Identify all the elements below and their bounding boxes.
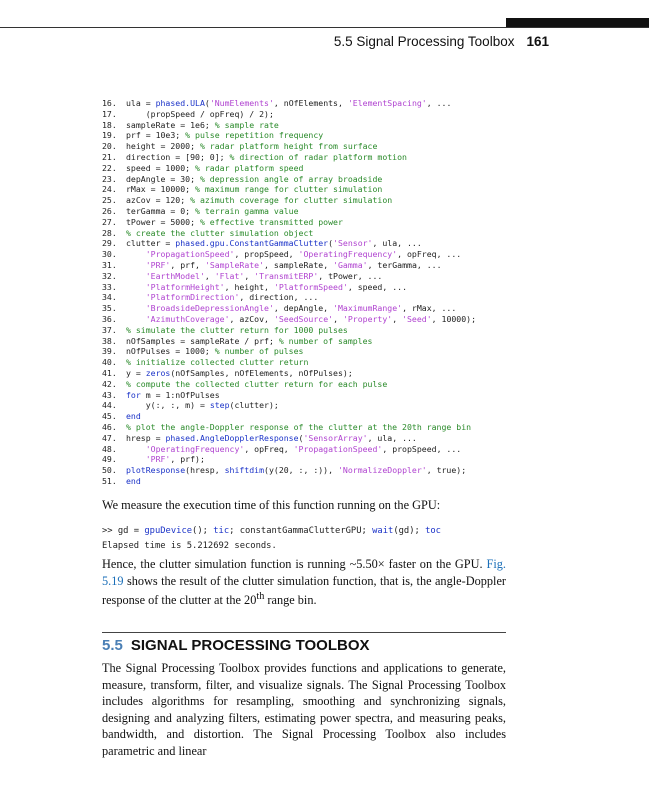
code-token: , rMax, ... [402, 303, 457, 314]
code-token: 'EarthModel' [145, 270, 205, 281]
code-line-number: 16. [102, 98, 117, 108]
code-line [102, 282, 522, 293]
command-text: (); [192, 526, 214, 536]
code-token: % initialize collected clutter return [126, 357, 309, 368]
code-token: 'TransmitERP' [254, 270, 319, 281]
code-line [102, 411, 522, 422]
code-line [102, 357, 522, 368]
code-line-number: 47. [102, 432, 117, 443]
command-output: Elapsed time is 5.212692 seconds. [102, 541, 277, 551]
code-token: , propSpeed, [234, 249, 299, 260]
code-line-number: 18. [102, 119, 117, 130]
code-token [126, 249, 146, 259]
code-token: 'OperatingFrequency' [298, 249, 398, 260]
code-token: % simulate the clutter return for 1000 pulses [126, 324, 348, 335]
code-token: terGamma = 0; [126, 205, 196, 216]
code-token: 'PlatformHeight' [145, 281, 225, 292]
code-line-number: 34. [102, 292, 117, 303]
code-line [102, 249, 522, 260]
code-line-number: 42. [102, 378, 117, 389]
code-token: prf = 10e3; [126, 130, 186, 141]
code-line-number: 29. [102, 238, 117, 249]
superscript: th [256, 591, 265, 602]
code-token: (y(20, :, :)), [264, 465, 338, 476]
code-token: , sampleRate, [264, 259, 334, 270]
code-token: nOfSamples = sampleRate / prf; [126, 335, 279, 346]
code-token: y = [126, 367, 146, 378]
code-line-number: 40. [102, 357, 117, 368]
code-line [102, 228, 522, 239]
code-token: % radar platform height from surface [199, 141, 378, 152]
code-line [102, 314, 522, 325]
code-token: ( [204, 98, 210, 108]
code-line [102, 109, 522, 120]
code-token: end [126, 475, 141, 486]
code-token: % create the clutter simulation object [126, 227, 314, 238]
code-line-number: 51. [102, 475, 117, 486]
running-header-section: 5.5 Signal Processing Toolbox [333, 34, 515, 49]
code-token: , [244, 270, 255, 281]
code-line [102, 206, 522, 217]
code-token: shiftdim [224, 465, 265, 476]
code-line-number: 24. [102, 184, 117, 195]
section-heading [102, 637, 370, 654]
code-token: , azCov, [229, 313, 274, 324]
code-token: 'PropagationSpeed' [293, 443, 383, 454]
code-line [102, 433, 522, 444]
code-listing [102, 98, 522, 487]
code-line [102, 292, 522, 303]
code-token: % maximum range for clutter simulation [195, 184, 383, 195]
code-token: % number of pulses [214, 346, 304, 357]
code-token: % number of samples [278, 335, 373, 346]
code-token: % sample rate [214, 119, 279, 130]
code-token: y(:, :, m) = [126, 400, 210, 411]
code-token: (clutter); [229, 400, 279, 411]
code-line [102, 303, 522, 314]
code-line-number: 38. [102, 335, 117, 346]
code-token [126, 292, 146, 302]
code-line-number: 36. [102, 313, 117, 324]
code-line [102, 336, 522, 347]
code-token: rMax = 10000; [126, 184, 196, 195]
code-line [102, 260, 522, 271]
code-token: , propSpeed, ... [382, 443, 462, 454]
code-token: , direction, ... [239, 292, 319, 303]
code-token: azCov = 120; [126, 195, 191, 206]
speedup-text-end: range bin. [264, 593, 317, 608]
code-token: hresp = [126, 432, 166, 443]
code-token: ula = [126, 98, 156, 108]
code-line-number: 50. [102, 465, 117, 476]
code-token: , ula, ... [367, 432, 417, 443]
code-line [102, 184, 522, 195]
code-token: 'PRF' [145, 454, 171, 465]
section-rule [102, 632, 506, 633]
code-line-number: 27. [102, 216, 117, 227]
code-token [126, 303, 146, 313]
code-token: 'SeedSource' [273, 313, 334, 324]
code-line-number: 48. [102, 443, 117, 454]
code-token: % radar platform speed [195, 162, 304, 173]
code-token: , prf); [170, 454, 205, 465]
code-token: 'PRF' [145, 259, 171, 270]
code-line [102, 195, 522, 206]
code-line-number: 23. [102, 173, 117, 184]
code-token: nOfPulses = 1000; [126, 346, 215, 357]
code-token: 'Property' [342, 313, 393, 324]
code-token [126, 271, 146, 281]
code-line [102, 141, 522, 152]
code-token: 'MaximumRange' [333, 303, 403, 314]
code-token: , tPower, ... [318, 270, 383, 281]
command-window [102, 524, 441, 554]
code-token: ( [298, 432, 304, 443]
code-token: phased.ULA [155, 98, 205, 108]
code-token: 'SensorArray' [303, 432, 368, 443]
code-line-number: 30. [102, 249, 117, 260]
code-token: , [204, 270, 215, 281]
code-token: phased.gpu.ConstantGammaClutter [175, 238, 329, 249]
page-number: 161 [526, 34, 549, 49]
code-token: % depression angle of array broadside [199, 173, 383, 184]
code-token: , 10000); [431, 313, 477, 324]
code-line [102, 465, 522, 476]
speedup-sentence: Hence, the clutter simulation function is running ~5.50× faster on the GPU. [102, 557, 483, 571]
command-fn-tic: tic [213, 526, 230, 536]
code-line [102, 400, 522, 411]
code-token: for [126, 389, 141, 400]
code-line-number: 19. [102, 130, 117, 141]
code-line [102, 152, 522, 163]
code-line [102, 325, 522, 336]
code-token: 'NumElements' [209, 98, 274, 108]
command-fn-wait: wait [372, 526, 394, 536]
code-line-number: 20. [102, 141, 117, 152]
code-line-number: 25. [102, 195, 117, 206]
code-line-number: 43. [102, 389, 117, 400]
code-line-number: 32. [102, 270, 117, 281]
code-line [102, 217, 522, 228]
code-token: , height, [224, 281, 274, 292]
header-rule [0, 27, 649, 28]
code-token: height = 2000; [126, 141, 200, 152]
code-token: % direction of radar platform motion [229, 151, 407, 162]
section-title: SIGNAL PROCESSING TOOLBOX [130, 637, 370, 654]
code-line-number: 22. [102, 162, 117, 173]
code-line [102, 422, 522, 433]
code-token: 'Sensor' [333, 238, 373, 249]
code-line-number: 31. [102, 259, 117, 270]
code-line-number: 45. [102, 411, 117, 422]
code-token [126, 454, 146, 464]
code-line [102, 163, 522, 174]
code-token: 'PlatformDirection' [145, 292, 240, 303]
code-line [102, 120, 522, 131]
code-line [102, 379, 522, 390]
code-line [102, 346, 522, 357]
code-line-number: 21. [102, 151, 117, 162]
code-line [102, 454, 522, 465]
code-line-number: 17. [102, 108, 117, 119]
code-token: 'Seed' [402, 313, 432, 324]
code-line [102, 444, 522, 455]
code-line [102, 390, 522, 401]
paragraph-gpu-measure: We measure the execution time of this function running on the GPU: [102, 498, 441, 512]
figure-reference-link[interactable]: Fig. 5.19 [102, 557, 506, 588]
code-token [126, 260, 146, 270]
code-line-number: 44. [102, 400, 117, 411]
running-header [334, 34, 549, 49]
code-token: (propSpeed / opFreq) / 2); [126, 108, 274, 119]
code-line-number: 37. [102, 324, 117, 335]
section-number: 5.5 [102, 637, 123, 654]
code-line-number: 41. [102, 367, 117, 378]
code-token: tPower = 5000; [126, 216, 200, 227]
speedup-text: shows the result of the clutter simulation function, that is, the angle-Doppler response of the clutter at the 20 [102, 573, 506, 608]
code-token: 'NormalizeDoppler' [337, 465, 427, 476]
code-token: , terGamma, ... [367, 259, 442, 270]
code-token [126, 282, 146, 292]
code-token: (hresp, [185, 465, 225, 476]
command-prompt: >> gd = [102, 526, 145, 536]
code-token: 'PropagationSpeed' [145, 249, 235, 260]
code-token: direction = [90; 0]; [126, 151, 230, 162]
code-line-number: 26. [102, 205, 117, 216]
code-token: step [209, 400, 230, 411]
code-token: depAngle = 30; [126, 173, 200, 184]
code-token: , ... [426, 98, 452, 108]
code-token [126, 444, 146, 454]
code-line-number: 28. [102, 227, 117, 238]
code-token [126, 314, 146, 324]
code-token: % pulse repetition frequency [185, 130, 324, 141]
code-token: , [392, 313, 403, 324]
command-text: (gd); [393, 526, 426, 536]
code-token: (nOfSamples, nOfElements, nOfPulses); [170, 367, 353, 378]
code-token: end [126, 411, 141, 422]
code-token: ( [328, 238, 334, 249]
code-token: % compute the collected clutter return for each pulse [126, 378, 388, 389]
code-token: plotResponse [126, 465, 186, 476]
code-token: 'ElementSpacing' [347, 98, 427, 108]
code-token: , depAngle, [273, 303, 334, 314]
code-line [102, 238, 522, 249]
code-token: % effective transmitted power [199, 216, 343, 227]
code-token: , opFreq, [244, 443, 294, 454]
code-token: zeros [145, 367, 171, 378]
code-line-number: 46. [102, 421, 117, 432]
code-token: % plot the angle-Doppler response of the clutter at the 20th range bin [126, 421, 472, 432]
code-line-number: 33. [102, 281, 117, 292]
code-token: , true); [426, 465, 467, 476]
code-line [102, 130, 522, 141]
code-token: , speed, ... [347, 281, 407, 292]
code-token: 'SampleRate' [204, 259, 265, 270]
code-token: 'PlatformSpeed' [273, 281, 348, 292]
command-fn-gpudevice: gpuDevice [144, 526, 193, 536]
code-token: phased.AngleDopplerResponse [165, 432, 299, 443]
code-token: % terrain gamma value [195, 205, 299, 216]
code-line-number: 35. [102, 303, 117, 314]
code-token: 'OperatingFrequency' [145, 443, 245, 454]
code-token: , nOfElements, [273, 98, 348, 108]
code-line [102, 271, 522, 282]
code-token: m = 1:nOfPulses [140, 389, 220, 400]
code-token: , ula, ... [372, 238, 422, 249]
code-line-number: 39. [102, 346, 117, 357]
code-line [102, 98, 522, 109]
code-token: 'BroadsideDepressionAngle' [145, 303, 274, 314]
code-line [102, 368, 522, 379]
code-token: clutter = [126, 238, 176, 249]
paragraph-speedup [102, 556, 506, 609]
paragraph-toolbox-intro: The Signal Processing Toolbox provides functions and applications to generate, measure, transform, filter, and visualize signals. The Signal Processing Toolbox includes algorithms for resampling, smoothing and synchronizing signals, designing and analyzing filters, estimating power spectra, and measuring peaks, bandwidth, and distortion. The Signal Processing Toolbox also includes parametric and linear [102, 661, 506, 758]
command-fn-toc: toc [425, 526, 441, 536]
code-token: 'Gamma' [333, 259, 368, 270]
code-token: , opFreq, ... [397, 249, 462, 260]
code-line [102, 174, 522, 185]
code-line [102, 476, 522, 487]
command-text: ; constantGammaClutterGPU; [229, 526, 373, 536]
code-token: , [333, 313, 343, 324]
code-line-number: 49. [102, 454, 117, 465]
code-token: speed = 1000; [126, 162, 196, 173]
code-token: 'AzimuthCoverage' [145, 313, 230, 324]
code-token: sampleRate = 1e6; [126, 119, 215, 130]
code-token: , prf, [170, 259, 205, 270]
code-token: 'Flat' [214, 270, 245, 281]
code-token: % azimuth coverage for clutter simulation [190, 195, 393, 206]
